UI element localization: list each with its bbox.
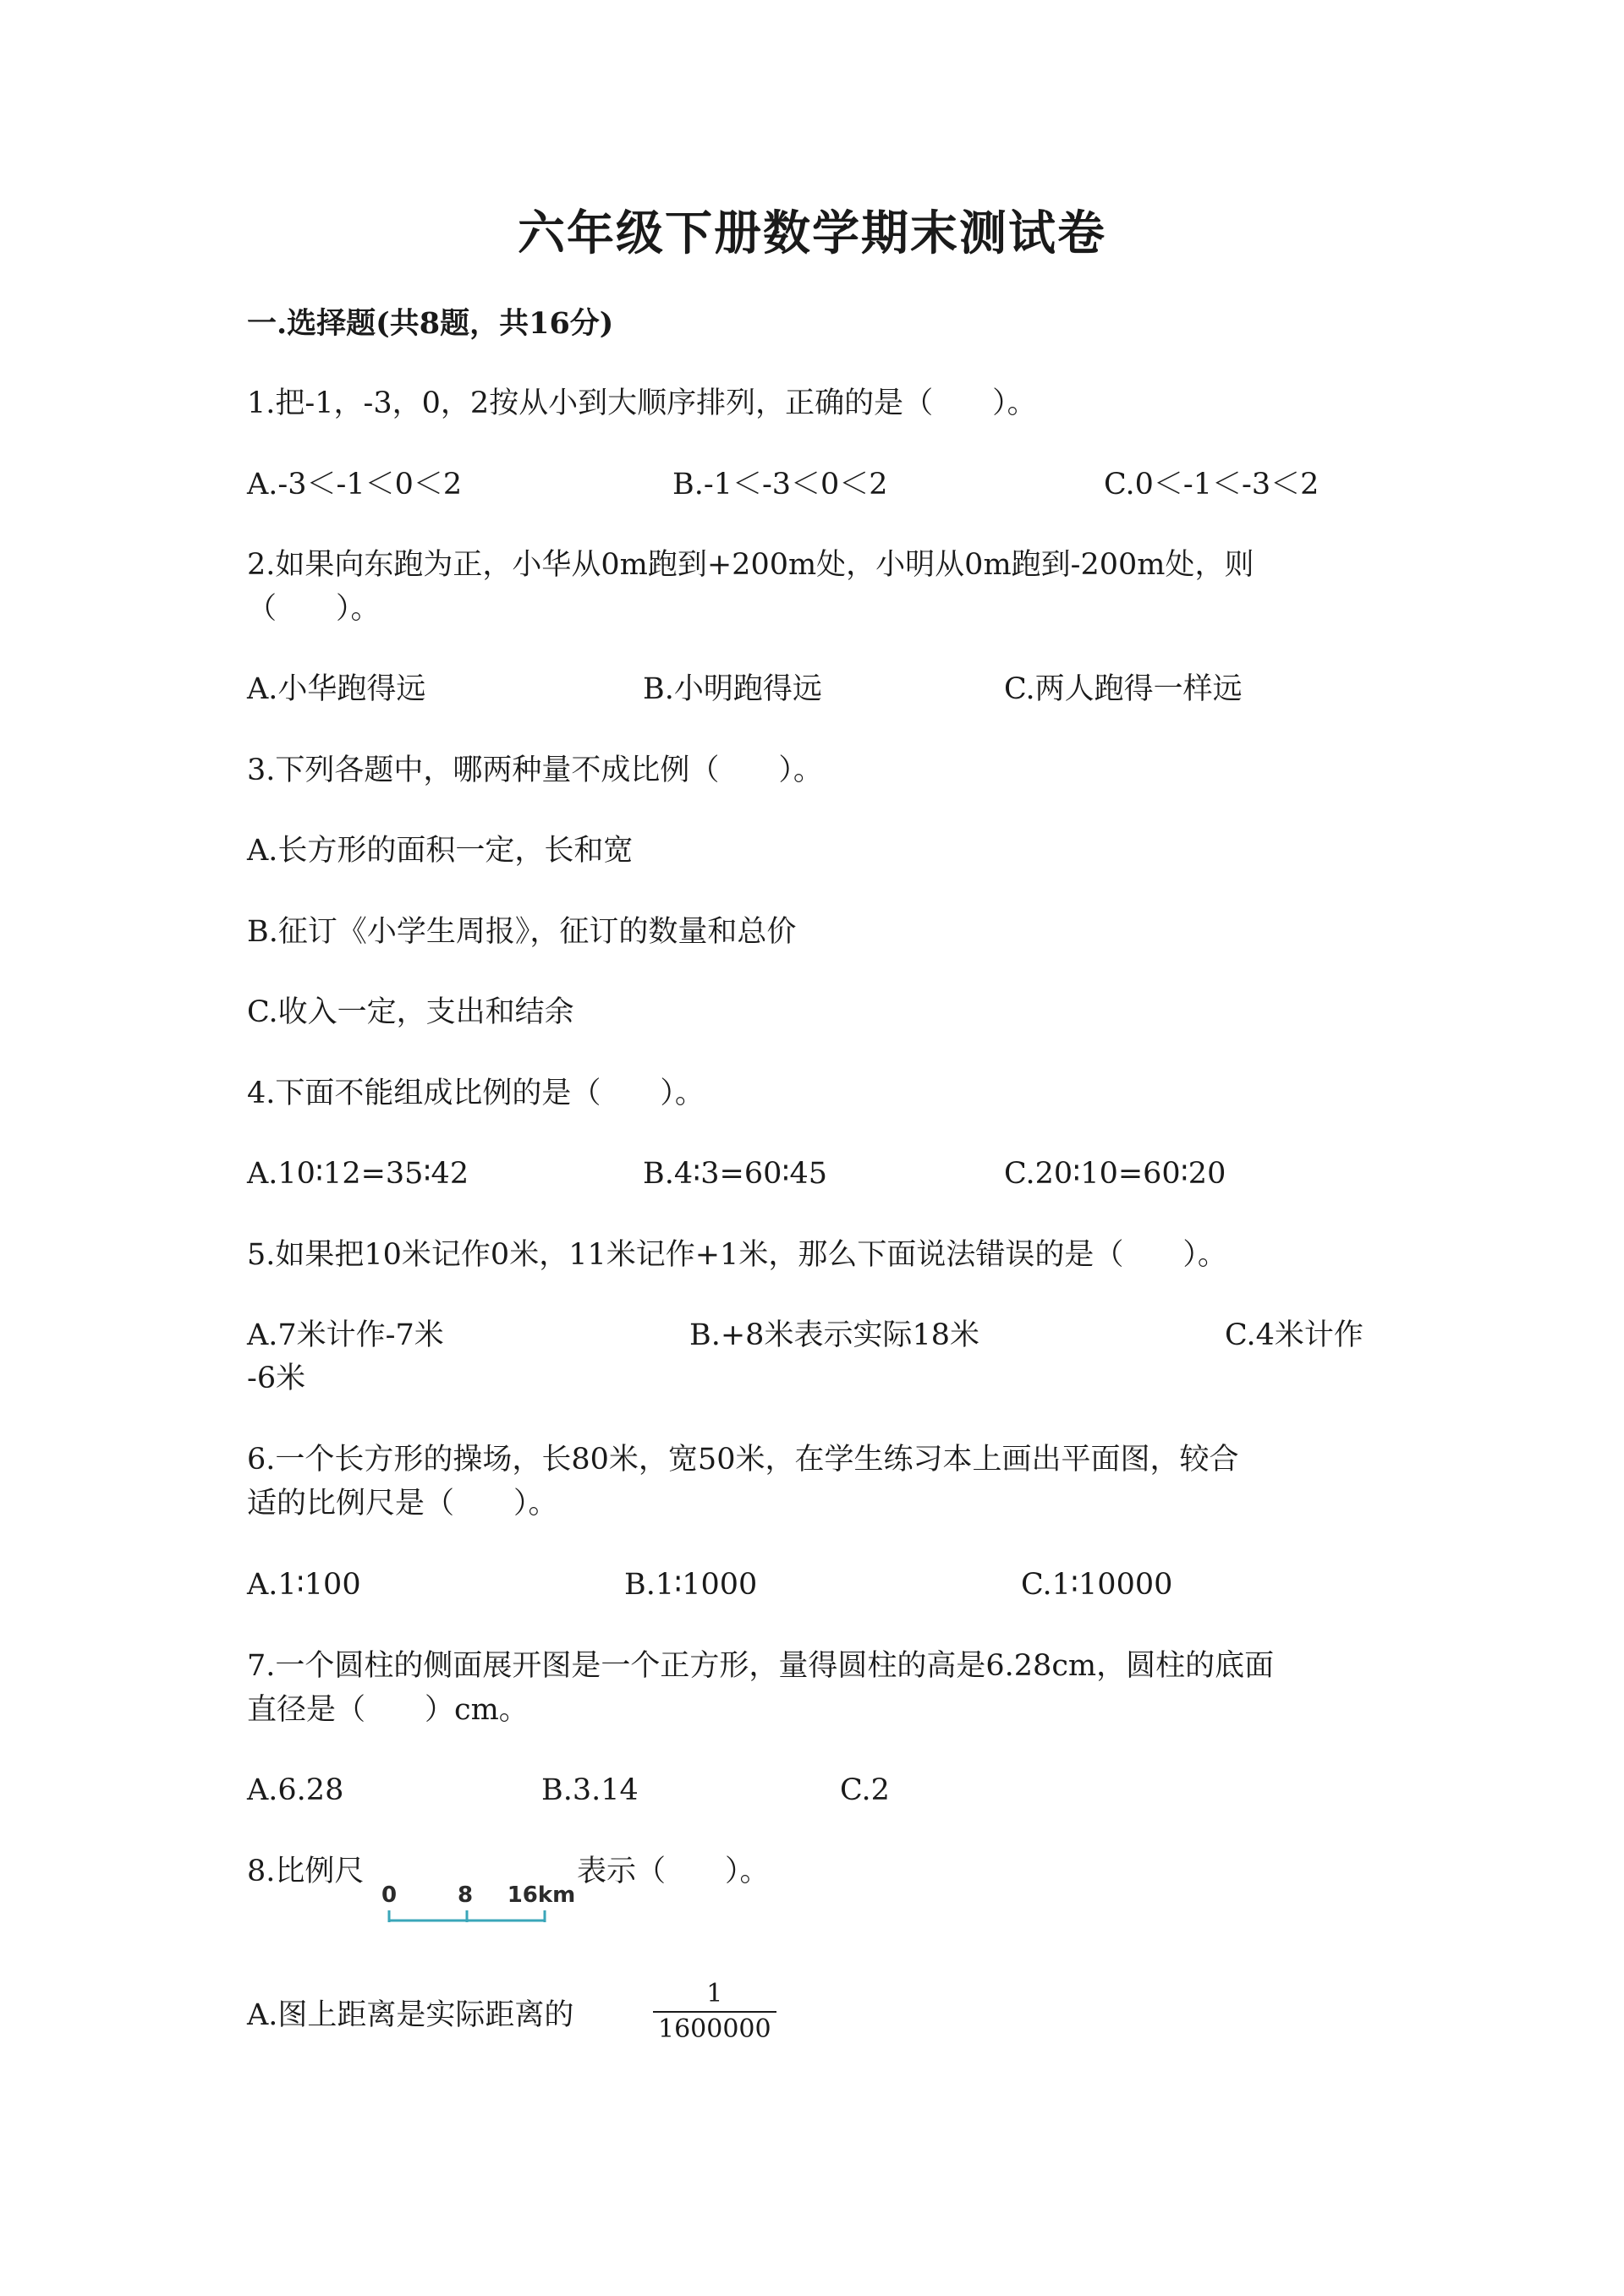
q7-option-b: B.3.14	[541, 1773, 639, 1807]
q2-option-a: A.小华跑得远	[247, 672, 426, 706]
question-1: 1.把-1，-3，0，2按从小到大顺序排列，正确的是（ ）。	[247, 386, 1037, 420]
question-7-line-1: 7.一个圆柱的侧面展开图是一个正方形，量得圆柱的高是6.28cm，圆柱的底面	[247, 1649, 1275, 1683]
question-7-line-2: 直径是（ ）cm。	[247, 1693, 529, 1727]
scale-label-8: 8	[457, 1882, 474, 1908]
question-2-line-2: （ ）。	[247, 592, 381, 626]
fraction-numerator: 1	[706, 1979, 723, 2008]
q5-option-c: C.4米计作	[1225, 1318, 1363, 1352]
q4-option-c: C.20∶10=60∶20	[1004, 1157, 1226, 1191]
q3-option-b: B.征订《小学生周报》，征订的数量和总价	[247, 915, 797, 949]
q1-option-b: B.-1＜-3＜0＜2	[672, 468, 888, 501]
page-title: 六年级下册数学期末测试卷	[518, 205, 1106, 261]
q5-option-c-wrap: -6米	[247, 1362, 306, 1395]
scale-bar-figure	[372, 1873, 584, 1941]
scale-label-16km: 16km	[507, 1882, 576, 1908]
q1-option-a: A.-3＜-1＜0＜2	[247, 468, 463, 501]
section-heading: 一.选择题(共8题，共16分)	[247, 306, 614, 341]
fraction-denominator: 1600000	[653, 2011, 776, 2047]
question-5: 5.如果把10米记作0米，11米记作+1米，那么下面说法错误的是（ ）。	[247, 1238, 1227, 1272]
q2-option-b: B.小明跑得远	[643, 672, 822, 706]
q3-option-c: C.收入一定，支出和结余	[247, 995, 574, 1029]
question-8-prefix: 8.比例尺	[247, 1855, 365, 1888]
question-4: 4.下面不能组成比例的是（ ）。	[247, 1077, 705, 1110]
scale-bar	[389, 1910, 546, 1922]
q8-option-a-text: A.图上距离是实际距离的	[247, 1998, 574, 2032]
question-3: 3.下列各题中，哪两种量不成比例（ ）。	[247, 753, 823, 787]
q7-option-c: C.2	[840, 1773, 890, 1807]
q7-option-a: A.6.28	[247, 1773, 344, 1807]
scale-label-0: 0	[381, 1882, 398, 1908]
q5-option-a: A.7米计作-7米	[247, 1318, 444, 1352]
q4-option-b: B.4∶3=60∶45	[643, 1157, 827, 1191]
q6-option-c: C.1∶10000	[1021, 1568, 1173, 1602]
q6-option-a: A.1∶100	[247, 1568, 361, 1602]
question-8-suffix: 表示（ ）。	[577, 1855, 770, 1888]
q4-option-a: A.10∶12=35∶42	[247, 1157, 469, 1191]
q1-option-c: C.0＜-1＜-3＜2	[1104, 468, 1320, 501]
q2-option-c: C.两人跑得一样远	[1004, 672, 1243, 706]
question-6-line-1: 6.一个长方形的操场，长80米，宽50米，在学生练习本上画出平面图，较合	[247, 1443, 1239, 1477]
q8-option-a-fraction	[653, 1977, 776, 2047]
q3-option-a: A.长方形的面积一定，长和宽	[247, 834, 634, 868]
question-2-line-1: 2.如果向东跑为正，小华从0m跑到+200m处，小明从0m跑到-200m处，则	[247, 548, 1254, 582]
q6-option-b: B.1∶1000	[624, 1568, 758, 1602]
question-6-line-2: 适的比例尺是（ ）。	[247, 1487, 558, 1521]
q5-option-b: B.+8米表示实际18米	[689, 1318, 979, 1352]
